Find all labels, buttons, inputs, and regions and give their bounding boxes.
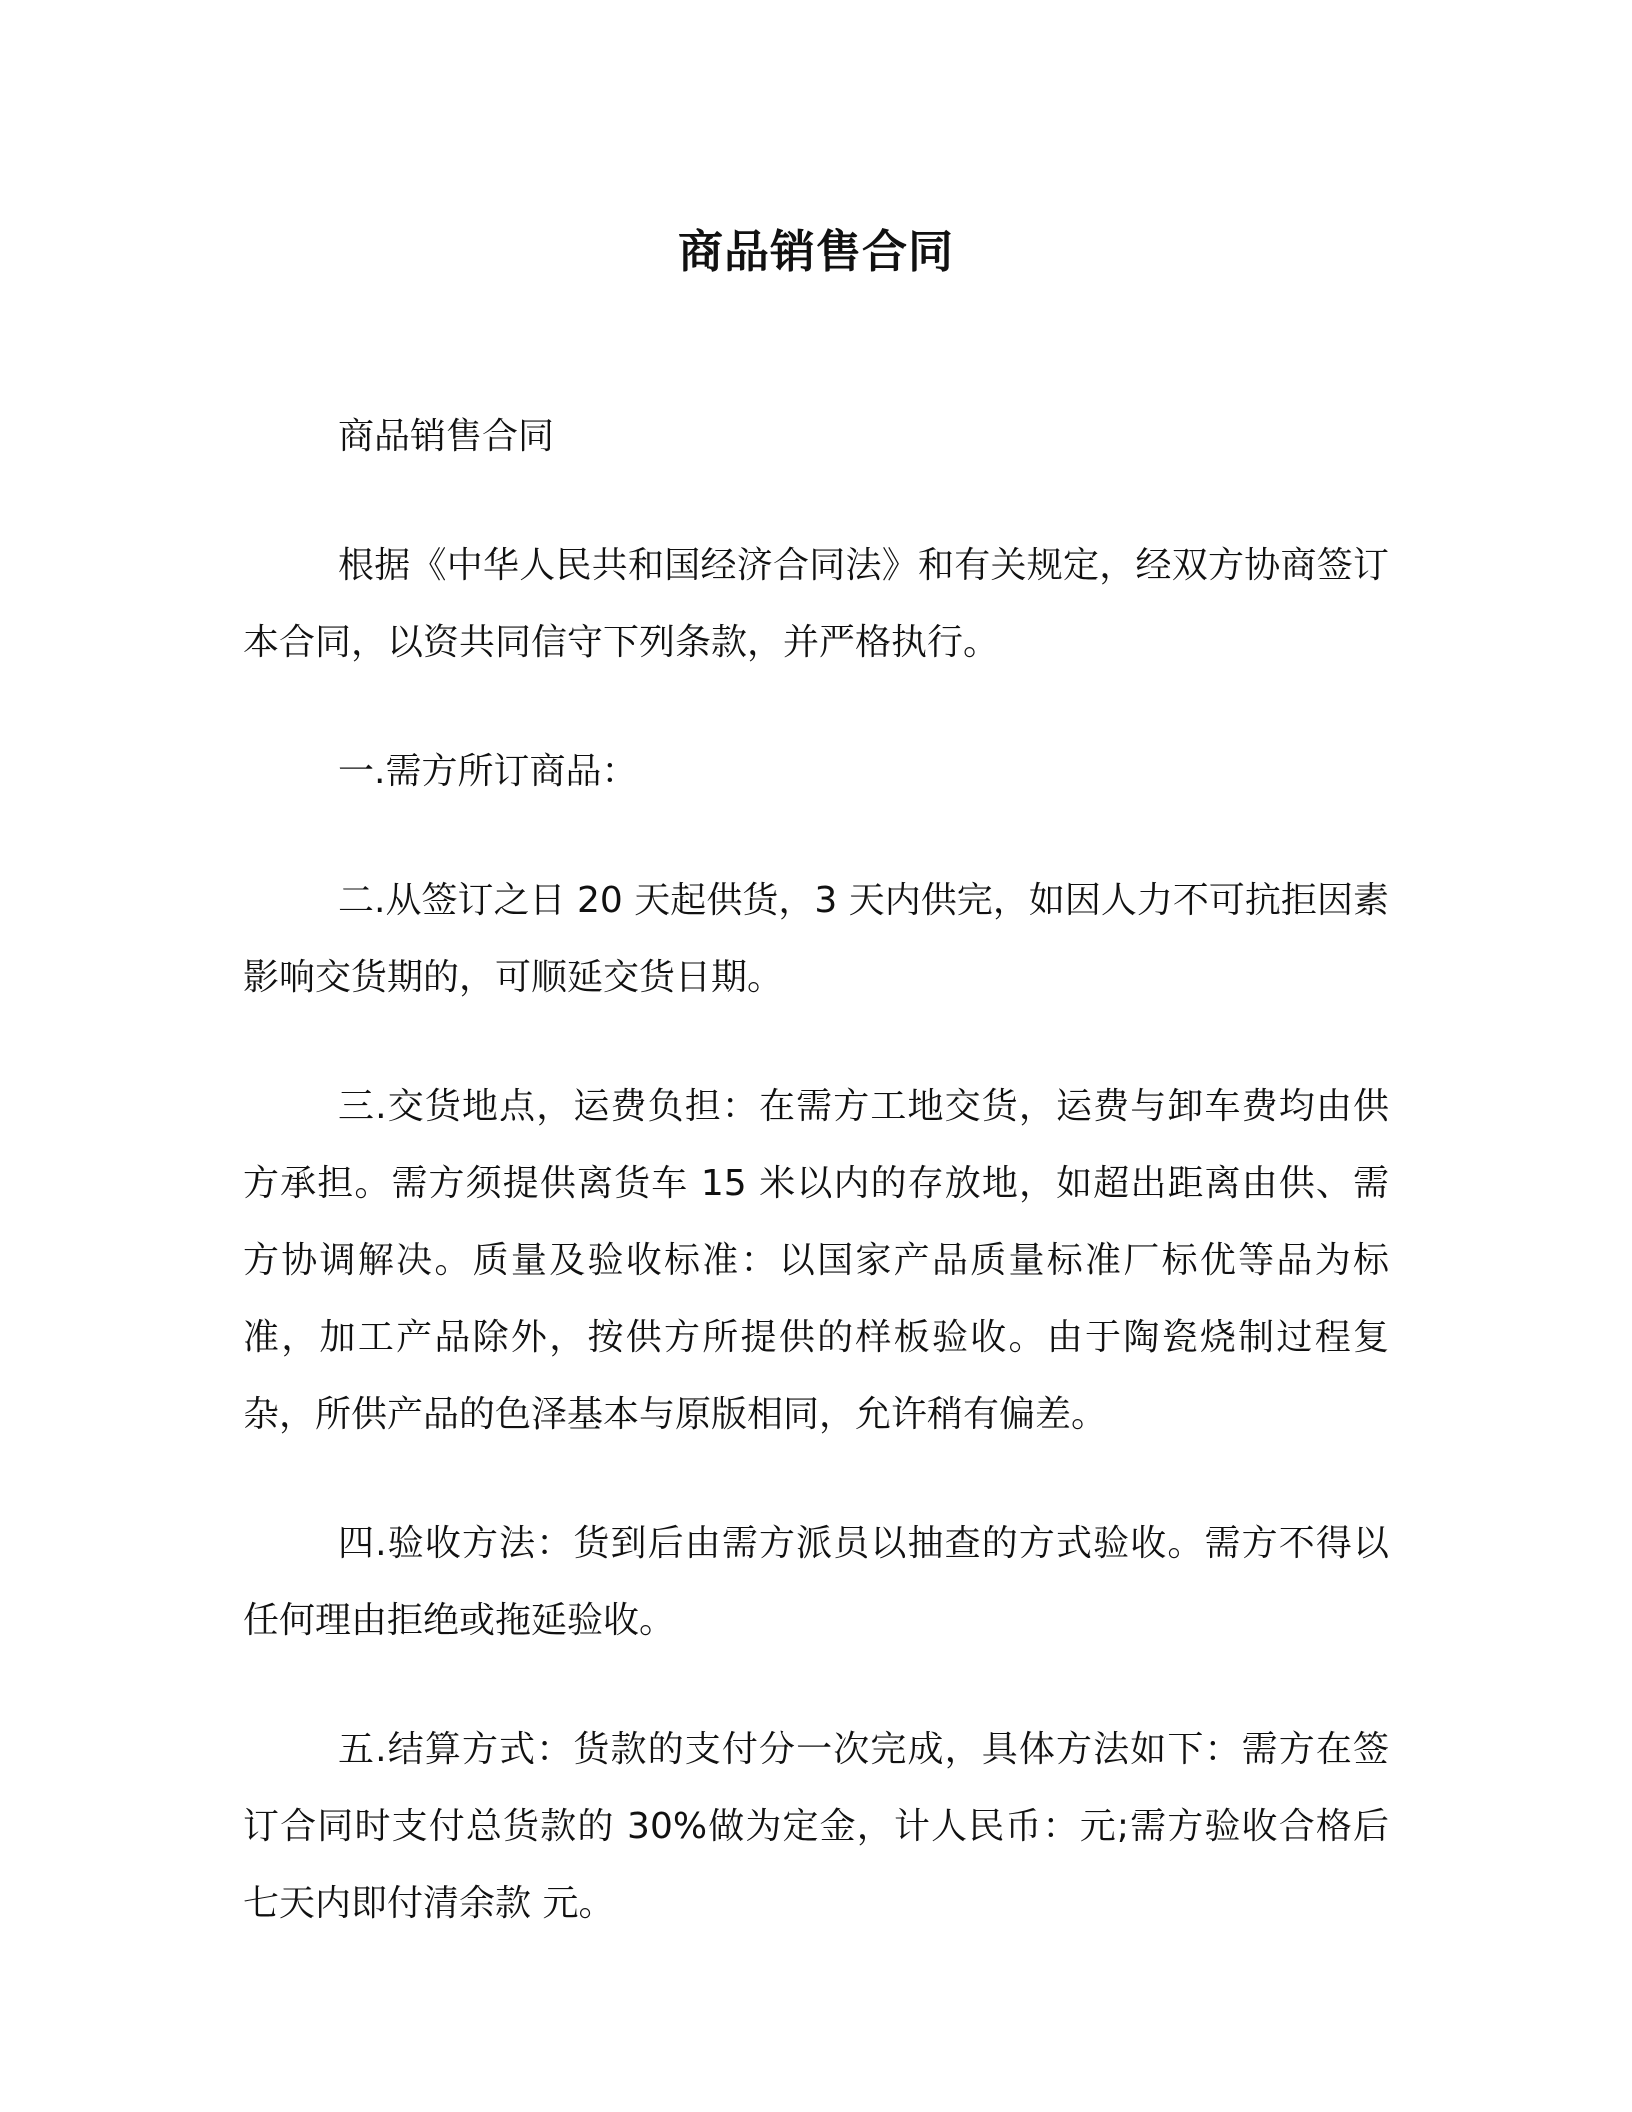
clause-3-delivery-location-quality: 三.交货地点，运费负担：在需方工地交货，运费与卸车费均由供方承担。需方须提供离货车 15 米以内的存放地，如超出距离由供、需方协调解决。质量及验收标准：以国家产品质量标准厂标优等品为标准，加工产品除外，按供方所提供的样板验收。由于陶瓷烧制过程复杂，所供产品的色泽基本与原版相同，允许稍有偏差。 xyxy=(243,1086,1389,1435)
clause-1-ordered-goods: 一.需方所订商品： xyxy=(338,751,638,792)
document-title: 商品销售合同 xyxy=(677,225,954,278)
document-body xyxy=(243,398,1389,1994)
paragraph-heading: 商品销售合同 xyxy=(338,416,555,457)
paragraph-preamble: 根据《中华人民共和国经济合同法》和有关规定，经双方协商签订本合同，以资共同信守下列条款，并严格执行。 xyxy=(243,545,1389,663)
clause-4-acceptance-method: 四.验收方法：货到后由需方派员以抽查的方式验收。需方不得以任何理由拒绝或拖延验收。 xyxy=(243,1523,1389,1641)
clause-5-settlement-method: 五.结算方式：货款的支付分一次完成，具体方法如下：需方在签订合同时支付总货款的 30%做为定金，计人民币：元;需方验收合格后七天内即付清余款 元。 xyxy=(243,1729,1389,1924)
clause-2-delivery-time: 二.从签订之日 20 天起供货，3 天内供完，如因人力不可抗拒因素影响交货期的，可顺延交货日期。 xyxy=(243,880,1389,998)
